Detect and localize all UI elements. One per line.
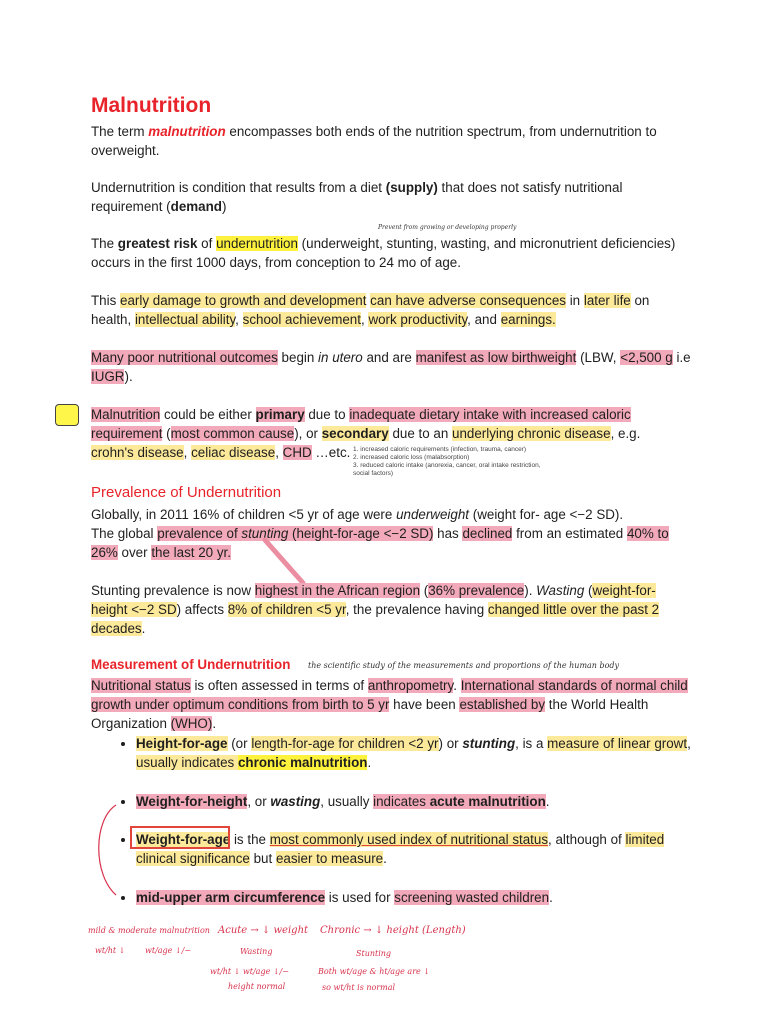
paragraph-stunting-decline: The global prevalence of stunting (height-for-age <−2 SD) has declined from an estimated 40% to 26% over the last 20 yr. [91, 526, 669, 560]
list-item: • Weight-for-height, or wasting, usually indicates acute malnutrition. [136, 792, 696, 811]
handwritten-wt-ht: wt/ht ↓ [95, 946, 126, 955]
paragraph-nutritional-status: Nutritional status is often assessed in terms of anthropometry. International standards of normal child growth under optimum conditions from birth to 5 yr have been established by the World Health Organization (WHO). [91, 678, 688, 731]
comment-icon[interactable] [55, 404, 79, 426]
paragraph-early-damage: This early damage to growth and development can have adverse consequences in later life on health, intellectual ability, school achievement, work productivity, and earnings. [91, 293, 650, 327]
handwritten-height-normal: height normal [228, 982, 286, 991]
list-item: • Height-for-age (or length-for-age for children <2 yr) or stunting, is a measure of linear growt, usually indicates chronic malnutrition. [136, 734, 696, 772]
paragraph-greatest-risk: The greatest risk of undernutrition (underweight, stunting, wasting, and micronutrient deficiencies) occurs in the first 1000 days, from conception to 24 mo of age. [91, 236, 676, 270]
page-title: Malnutrition [91, 94, 212, 117]
handwritten-acute-ratios: wt/ht ↓ wt/age ↓/− [210, 967, 289, 976]
note-item: 3. reduced caloric intake (anorexia, cancer, oral intake restriction, social factors) [353, 462, 541, 477]
paragraph-primary-secondary: Malnutrition could be either primary due to inadequate dietary intake with increased caloric requirement (most common cause), or secondary due to an underlying chronic disease, e.g. crohn's disease, celiac disease, CHD …etc. [91, 407, 641, 460]
heading-measurement: Measurement of Undernutrition [91, 657, 291, 672]
paragraph-underweight: Globally, in 2011 16% of children <5 yr of age were underweight (weight for- age <−2 SD). [91, 507, 624, 522]
paragraph-wasting: Stunting prevalence is now highest in the African region (36% prevalence). Wasting (weight-for-height <−2 SD) affects 8% of children <5 yr, the prevalence having changed little over the past 2 decades. [91, 583, 660, 636]
handwritten-both-decreased: Both wt/age & ht/age are ↓ [318, 967, 430, 976]
handwritten-mild-moderate: mild & moderate malnutrition [88, 926, 210, 935]
paragraph-definition: The term malnutrition encompasses both ends of the nutrition spectrum, from undernutrition to overweight. [91, 124, 657, 158]
handwritten-wt-ht-normal: so wt/ht is normal [322, 983, 396, 992]
list-item: • mid-upper arm circumference is used for screening wasted children. [136, 888, 696, 907]
handwritten-acute: Acute → ↓ weight [218, 925, 309, 936]
bullet-list-indices [118, 734, 696, 907]
heading-prevalence: Prevalence of Undernutrition [91, 484, 282, 501]
paragraph-undernutrition: Undernutrition is condition that results from a diet (supply) that does not satisfy nutritional requirement (demand) [91, 180, 623, 214]
highlight-box [130, 826, 230, 849]
handwritten-wasting: Wasting [240, 947, 273, 956]
handwritten-stunting: Stunting [356, 949, 392, 958]
paragraph-in-utero: Many poor nutritional outcomes begin in utero and are manifest as low birthweight (LBW, <2,500 g i.e IUGR). [91, 350, 691, 384]
pen-bracket [88, 800, 128, 900]
note-item: 1. increased caloric requirements (infection, trauma, cancer) [353, 446, 527, 453]
handwritten-chronic: Chronic → ↓ height (Length) [320, 925, 466, 936]
list-item: • Weight-for-age is the most commonly used index of nutritional status, although of limited clinical significance but easier to measure. [136, 830, 696, 868]
handwritten-note-anthropometry: the scientific study of the measurements and proportions of the human body [308, 661, 620, 670]
handwritten-note-stunting: Prevent from growing or developing properly [378, 224, 517, 231]
note-item: 2. increased caloric loss (malabsorption) [353, 454, 470, 461]
handwritten-wt-age: wt/age ↓/− [145, 946, 192, 955]
caloric-notes [353, 446, 553, 478]
